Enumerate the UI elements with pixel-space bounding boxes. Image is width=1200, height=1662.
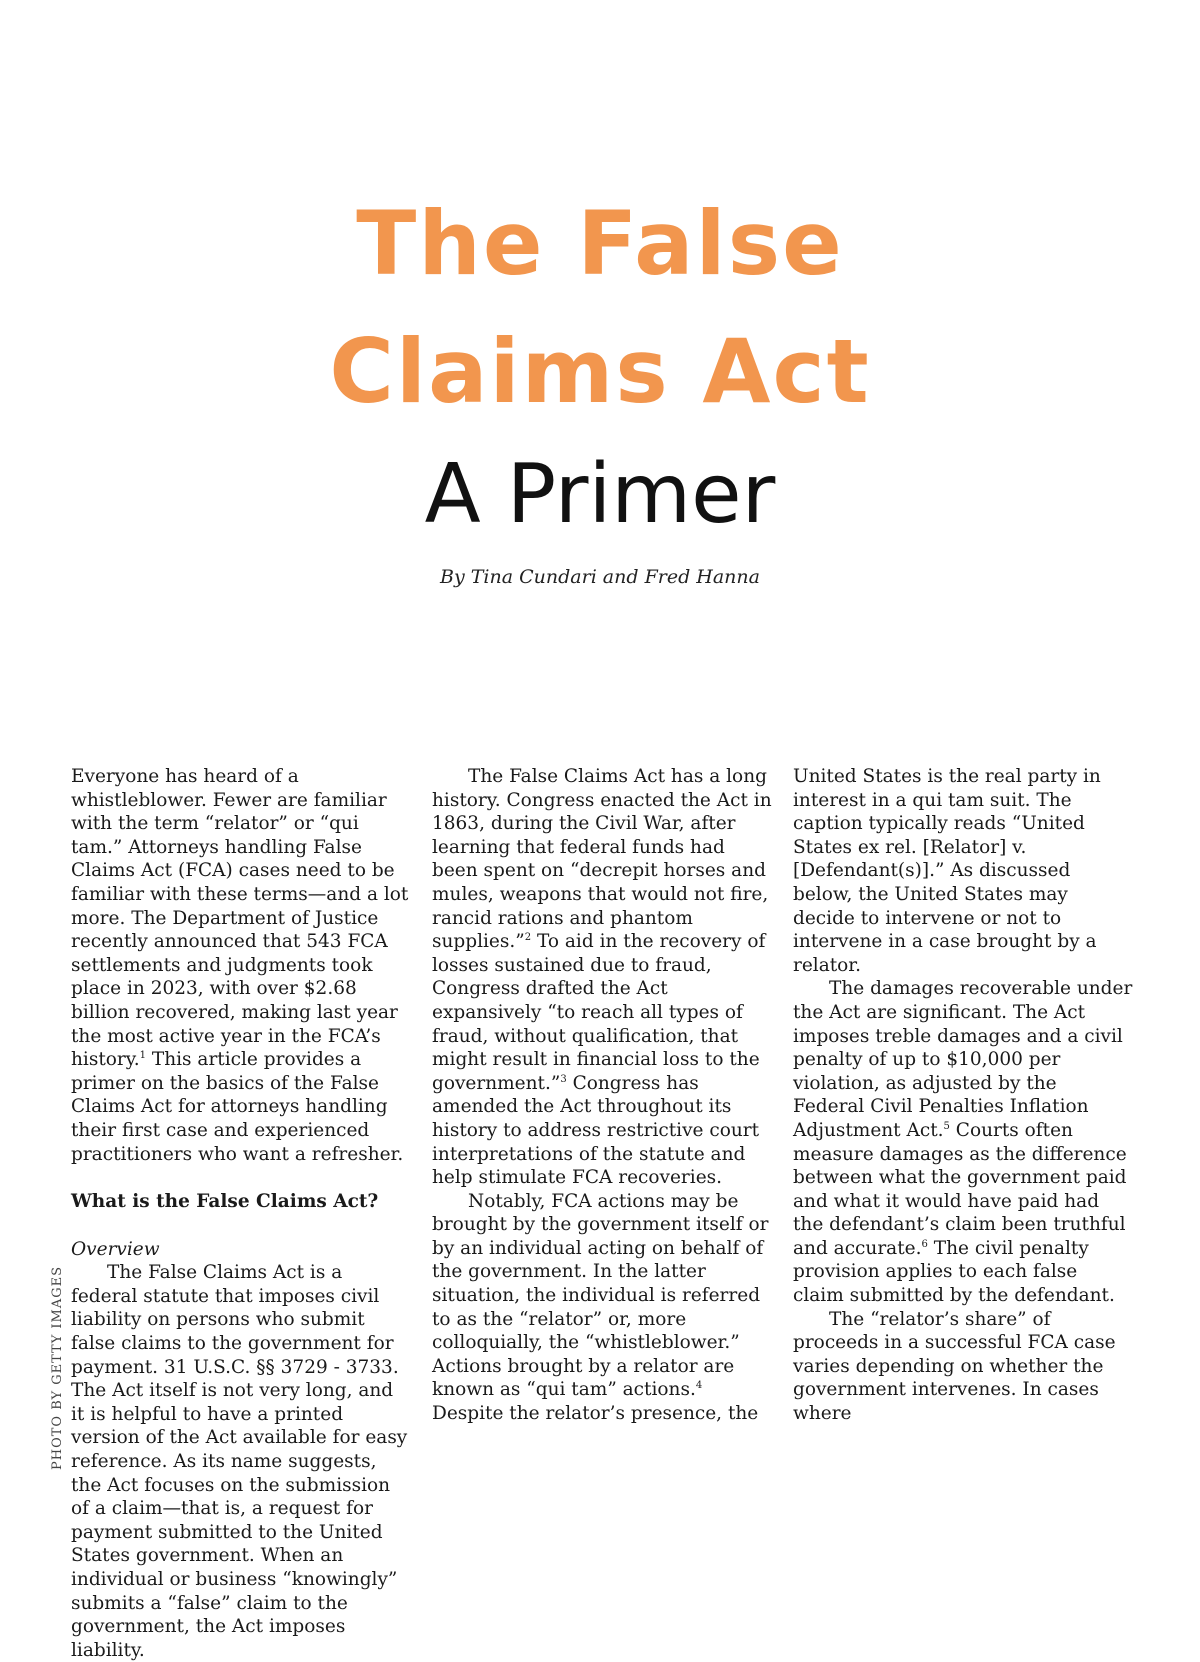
paragraph-3-text-b: Despite the relator’s presence, the United States is the real party in interest in a qui tam suit. The caption typically reads “United States ex rel. [Relator] v. [Defendant(s)].” As discussed below, the United States may decide to intervene or not to intervene in a case brought by a relator.	[432, 766, 1101, 1425]
paragraph-2-text-c: Congress has amended the Act throughout its history to address restrictive court interpretations of the statute and help stimulate FCA recoveries.	[432, 1072, 760, 1189]
paragraph-2-text-a: The False Claims Act has a long history. Congress enacted the Act in 1863, during the Civil War, after learning that federal funds had been spent on “decrepit horses and mules, weapons that would not fire, rancid rations and phantom supplies.”	[432, 766, 772, 953]
paragraph-5	[793, 1308, 1133, 1426]
section-heading: What is the False Claims Act?	[71, 1191, 379, 1213]
paragraph-4	[793, 977, 1133, 1307]
footnote-ref: 4	[695, 1380, 703, 1392]
footnote-ref: 1	[139, 1049, 146, 1061]
title-line-2: Claims Act	[329, 320, 871, 423]
paragraph-2-text-b: To aid in the recovery of losses sustained due to fraud, Congress drafted the Act expansively “to reach all types of fraud, without qualification, that might result in financial loss to the government.”	[432, 931, 766, 1094]
paragraph-1-text: The False Claims Act is a federal statute that imposes civil liability on persons who submit false claims to the government for payment. 31 U.S.C. §§ 3729 - 3733. The Act itself is not very long, and it is helpful to have a printed version of the Act available for easy reference. As its name suggests, the Act focuses on the submission of a claim—that is, a request for payment submitted to the United States government. When an individual or business “knowingly” submits a “false” claim to the government, the Act imposes liability.	[71, 1262, 408, 1661]
intro-text-end: This article provides a primer on the basics of the False Claims Act for attorneys handling their first case and experienced practitioners who want a refresher.	[71, 1049, 404, 1165]
title-line-1: The False	[356, 192, 844, 295]
footnote-ref: 5	[943, 1120, 950, 1132]
intro-text: Everyone has heard of a whistleblower. Fewer are familiar with the term “relator” or “qui tam.” Attorneys handling False Claims Act (FCA) cases need to be familiar with these terms—and a lot more. The Department of Justice recently announced that 543 FCA settlements and judgments took place in 2023, with over $2.68 billion recovered, making last year the most active year in the FCA’s history.	[71, 766, 409, 1071]
subheading: Overview	[71, 1238, 160, 1260]
paragraph-4-text-a: The damages recoverable under the Act are significant. The Act imposes treble damages and a civil penalty of up to $10,000 per violation, as adjusted by the Federal Civil Penalties Inflation Adjustment Act.	[793, 978, 1133, 1141]
byline: By Tina Cundari and Fred Hanna	[440, 566, 760, 588]
columns-2-3	[432, 765, 1133, 1477]
intro-paragraph	[71, 765, 411, 1166]
subtitle: A Primer	[424, 447, 776, 542]
footnote-ref: 6	[921, 1238, 928, 1250]
paragraph-5-text: The “relator’s share” of proceeds in a successful FCA case varies depending on whether the government intervenes. In cases where	[793, 1308, 1116, 1425]
footnote-ref: 3	[560, 1073, 567, 1085]
paragraph-2	[432, 765, 772, 1190]
paragraph-4-text-c: The civil penalty provision applies to each false claim submitted by the defendant.	[793, 1237, 1115, 1307]
paragraph-3-text-a: Notably, FCA actions may be brought by the government itself or by an individual acting on behalf of the government. In the latter situation, the individual is referred to as the “relator” or, more colloquially, the “whistleblower.” Actions brought by a relator are known as “qui tam” actions.	[432, 1190, 769, 1401]
paragraph-1	[71, 1261, 411, 1662]
footnote-ref: 2	[524, 932, 532, 943]
paragraph-4-text-b: Courts often measure damages as the difference between what the government paid and what it would have paid had the defendant’s claim been truthful and accurate.	[793, 1119, 1127, 1259]
column-1	[71, 765, 411, 1662]
title-block	[0, 180, 1200, 588]
photo-credit: PHOTO BY GETTY IMAGES	[50, 1265, 65, 1470]
